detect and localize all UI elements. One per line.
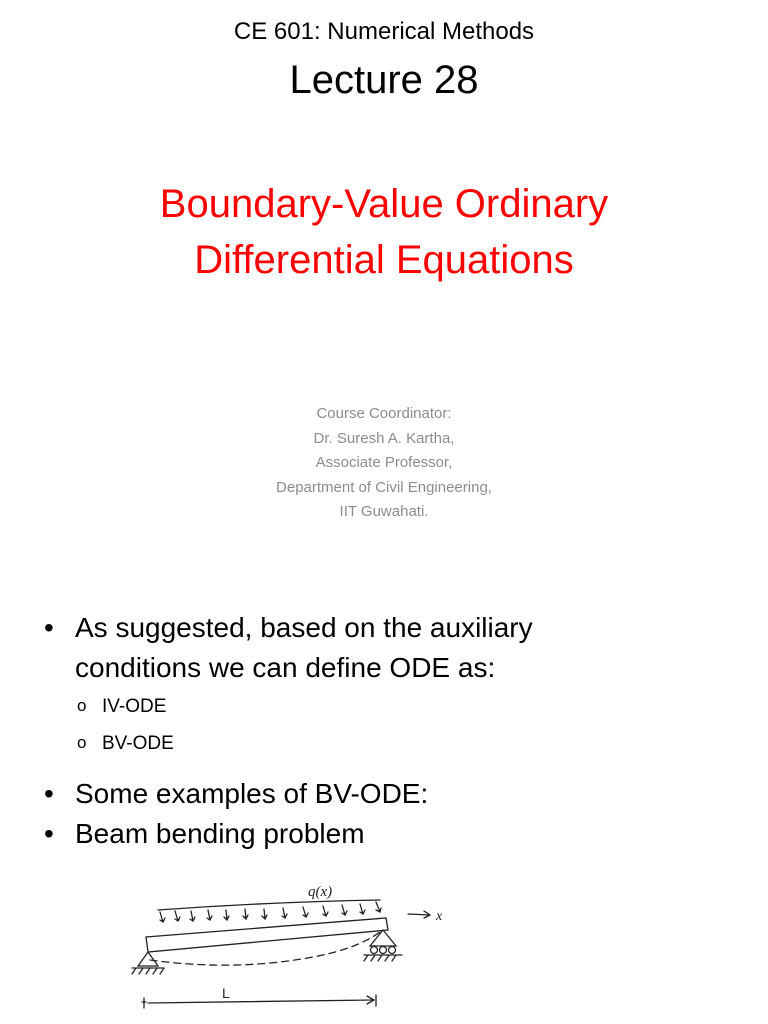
coordinator-block	[0, 402, 768, 525]
load-label: q(x)	[308, 884, 333, 900]
lecture-title	[40, 176, 728, 288]
lecture-title-line-2: Differential Equations	[194, 238, 574, 282]
x-axis-arrow	[408, 909, 443, 924]
sub-bullet-iv-ode: o IV-ODE	[44, 688, 744, 725]
bullet-text-line: conditions we can define ODE as:	[75, 652, 496, 683]
sub-bullet-bv-ode: o BV-ODE	[44, 725, 744, 762]
lecture-number: Lecture 28	[289, 58, 479, 102]
beam-sketch	[118, 860, 458, 1020]
course-title: CE 601: Numerical Methods	[233, 18, 535, 45]
coordinator-line: Department of Civil Engineering,	[276, 478, 492, 496]
x-axis-label: x	[436, 909, 443, 924]
bullet-text-line: • As suggested, based on the auxiliary	[75, 612, 533, 643]
bullet-item-ode-definition	[44, 608, 744, 688]
coordinator-line: IIT Guwahati.	[339, 503, 429, 520]
length-dimension	[142, 985, 376, 1008]
length-label: L	[222, 985, 230, 1001]
bullet-item-beam-bending: • Beam bending problem	[44, 814, 744, 854]
bullet-item-examples: • Some examples of BV-ODE:	[44, 774, 744, 814]
roller-support-icon	[364, 930, 402, 961]
pin-support-icon	[132, 952, 164, 974]
content-slide	[0, 560, 768, 1024]
lecture-title-line-1: Boundary-Value Ordinary	[159, 182, 609, 226]
bullet-list	[44, 608, 744, 854]
coordinator-line: Dr. Suresh A. Kartha,	[313, 429, 455, 447]
coordinator-line: Course Coordinator:	[316, 405, 452, 422]
coordinator-line: Associate Professor,	[315, 454, 453, 471]
distributed-load-arrows	[158, 900, 381, 922]
